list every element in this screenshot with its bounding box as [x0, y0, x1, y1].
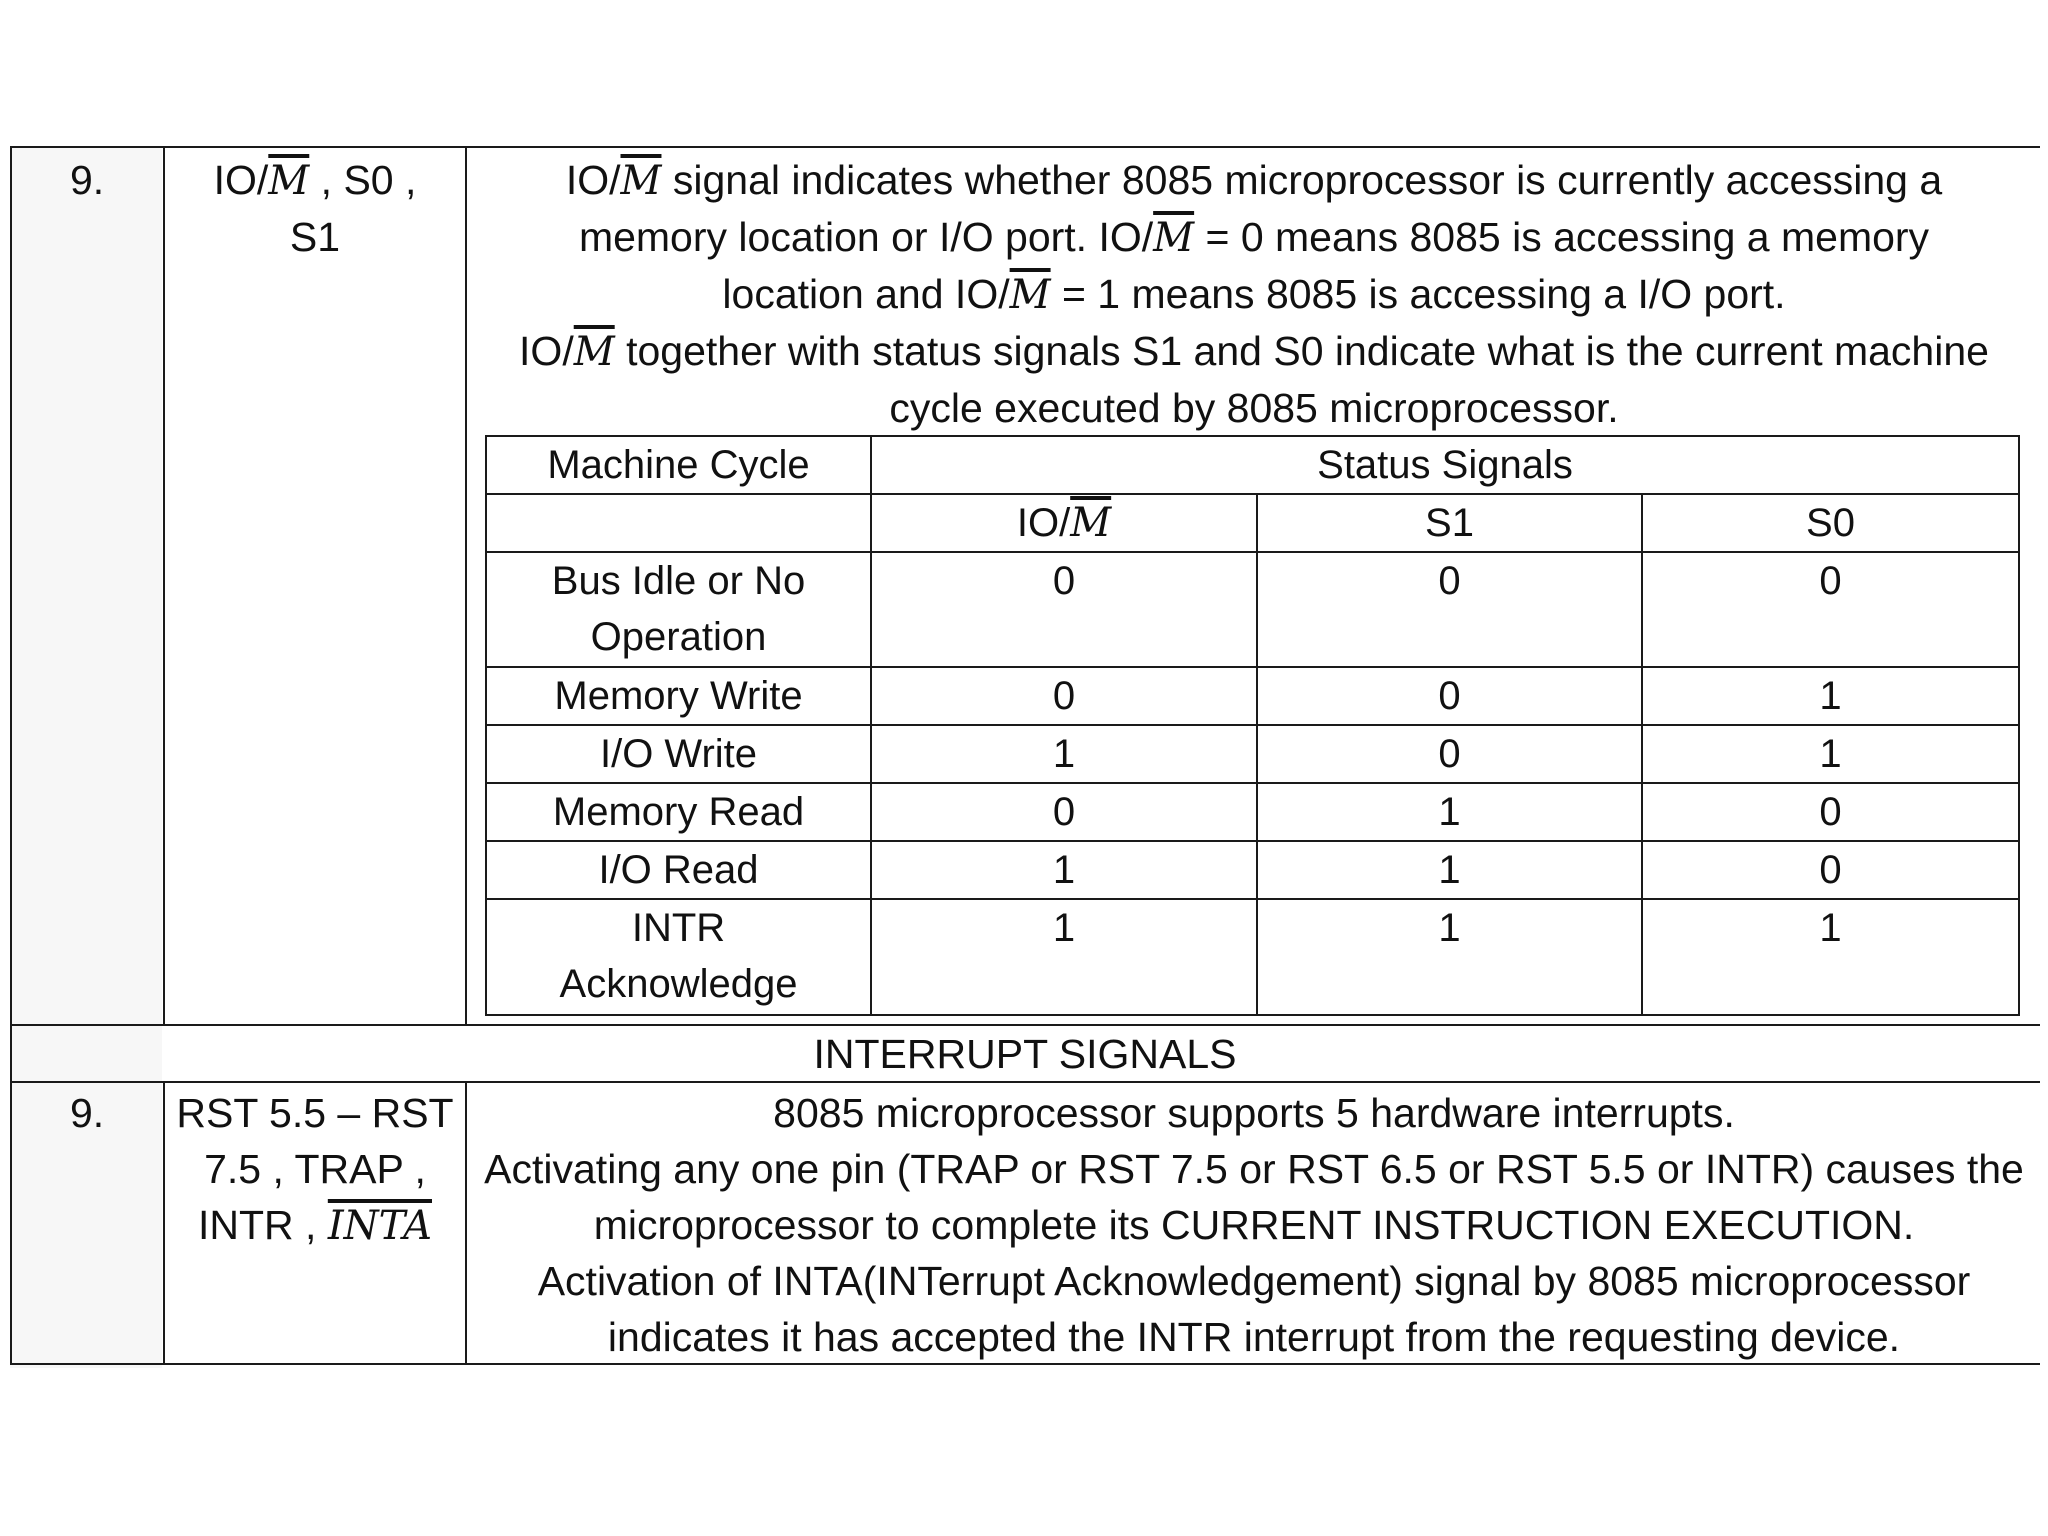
s0-value: 1 — [1819, 674, 1842, 718]
s0-value: 0 — [1819, 790, 1842, 834]
cycle-name: Bus Idle or No — [551, 559, 806, 603]
cycle-name-cont: Acknowledge — [559, 962, 798, 1006]
interrupt-description-line-1: 8085 microprocessor supports 5 hardware interrupts. — [773, 1090, 1735, 1136]
interrupt-signal-line1: RST 5.5 – RST — [176, 1090, 454, 1136]
col-header-s0: S0 — [1806, 501, 1855, 545]
col-header-s1: S1 — [1425, 501, 1474, 545]
s1-value: 1 — [1438, 790, 1461, 834]
cycle-name: INTR — [631, 906, 726, 950]
s0-value: 1 — [1819, 906, 1842, 950]
interrupt-description-line-2: Activating any one pin (TRAP or RST 7.5 or RST 6.5 or RST 5.5 or INTR) causes the — [484, 1146, 2024, 1192]
signal-name-line2: S1 — [289, 214, 341, 260]
cycle-name-cont: Operation — [590, 615, 767, 659]
cycle-name: Memory Write — [554, 674, 803, 718]
iom-value: 1 — [1052, 848, 1076, 892]
section-heading: INTERRUPT SIGNALS — [813, 1031, 1237, 1077]
interrupt-signal-line3: INTR , INTA — [197, 1202, 432, 1249]
interrupt-description-line-5: indicates it has accepted the INTR interrupt from the requesting device. — [607, 1314, 1901, 1360]
interrupt-description-line-4: Activation of INTA(INTerrupt Acknowledgement) signal by 8085 microprocessor — [537, 1258, 1971, 1304]
description-line-1: $IO/\overline{M}$ signal indicates whether 8085 microprocessor is currently accessing a — [565, 157, 1943, 204]
col-divider-1-upper — [163, 146, 165, 1026]
signal-name-line1: $IO/\overline{M}$ , S0 , — [213, 157, 417, 204]
s1-value: 0 — [1438, 732, 1461, 776]
cycle-name: I/O Write — [599, 732, 758, 776]
iom-value: 0 — [1052, 559, 1076, 603]
col-divider-2-lower — [465, 1081, 467, 1365]
number-column-shade — [10, 148, 162, 1368]
cycle-name: I/O Read — [598, 848, 759, 892]
table-top-border — [10, 146, 2040, 148]
iom-value: 0 — [1052, 674, 1076, 718]
description-line-5: cycle executed by 8085 microprocessor. — [889, 385, 1619, 431]
row-number: 9. — [70, 1090, 105, 1136]
s1-value: 0 — [1438, 559, 1461, 603]
description-line-4: $IO/\overline{M}$ together with status signals S1 and S0 indicate what is the current machine — [519, 328, 1989, 375]
iom-value: 1 — [1052, 732, 1076, 776]
table-left-border — [10, 146, 12, 1365]
iom-value: 1 — [1052, 906, 1076, 950]
inner-col-line — [2018, 435, 2020, 1016]
s0-value: 1 — [1819, 732, 1842, 776]
col-divider-2-upper — [465, 146, 467, 1026]
iom-value: 0 — [1052, 790, 1076, 834]
s1-value: 1 — [1438, 848, 1461, 892]
description-line-3: location and $IO/\overline{M} = 1$ means 8085 is accessing a I/O port. — [722, 271, 1786, 318]
header-status-signals: Status Signals — [1317, 443, 1573, 487]
interrupt-description-line-3: microprocessor to complete its CURRENT INSTRUCTION EXECUTION. — [593, 1202, 1915, 1248]
col-header-iom: $IO/\overline{M}$ — [1016, 500, 1112, 546]
description-line-2: memory location or I/O port. $IO/\overline{M} = 0$ means 8085 is accessing a memory — [578, 214, 1930, 261]
s1-value: 0 — [1438, 674, 1461, 718]
s1-value: 1 — [1438, 906, 1461, 950]
header-machine-cycle: Machine Cycle — [547, 443, 810, 487]
interrupt-signal-line2: 7.5 , TRAP , — [204, 1146, 426, 1192]
row-number: 9. — [70, 157, 105, 203]
s0-value: 0 — [1819, 559, 1842, 603]
inner-table-bottom — [485, 1014, 2020, 1016]
cycle-name: Memory Read — [552, 790, 805, 834]
s0-value: 0 — [1819, 848, 1842, 892]
